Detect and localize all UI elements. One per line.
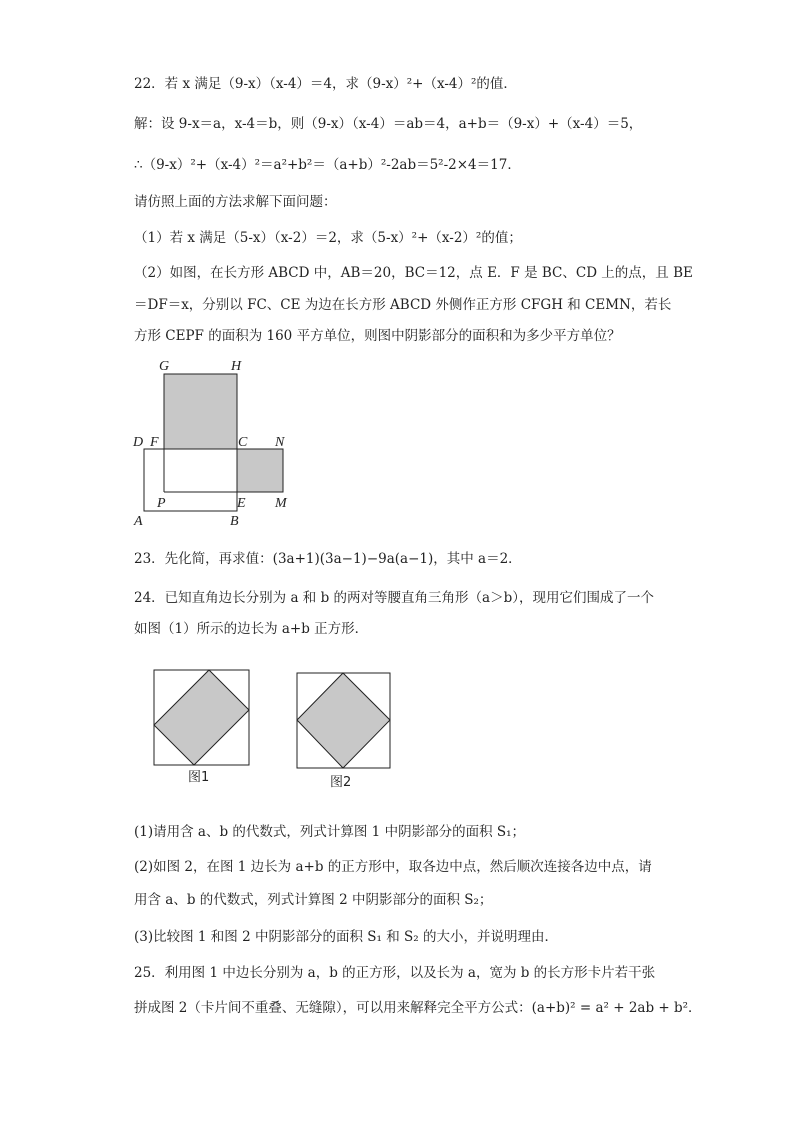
label-b: B	[230, 514, 239, 529]
square-cfgh	[164, 374, 237, 449]
label-c: C	[238, 435, 248, 450]
q22-part2-line1: （2）如图，在长方形 ABCD 中，AB＝20，BC＝12，点 E．F 是 BC、CD 上的点，且 BE	[134, 265, 693, 281]
label-h: H	[231, 359, 242, 374]
label-e: E	[237, 496, 246, 511]
q23-text: 23．先化简，再求值：(3a+1)(3a−1)−9a(a−1)，其中 a＝2．	[134, 551, 522, 567]
q22-part2-line2: ＝DF＝x，分别以 FC、CE 为边在长方形 ABCD 外侧作正方形 CFGH 和 CEMN，若长	[134, 297, 672, 313]
q24-part1: (1)请用含 a、b 的代数式，列式计算图 1 中阴影部分的面积 S₁；	[134, 824, 526, 840]
q24-part3: (3)比较图 1 和图 2 中阴影部分的面积 S₁ 和 S₂ 的大小，并说明理由．	[134, 929, 558, 945]
fig2-shaded-square	[297, 673, 390, 768]
fig1-caption: 图1	[188, 770, 210, 785]
fig2-caption: 图2	[330, 775, 352, 790]
label-n: N	[275, 435, 285, 450]
q22-part1: （1）若 x 满足（5-x）（x-2）＝2，求（5-x）²+（x-2）²的值；	[134, 230, 522, 246]
q22-rectangle-figure	[126, 355, 306, 530]
q25-line1: 25．利用图 1 中边长分别为 a，b 的正方形，以及长为 a，宽为 b 的长方形卡片若干张	[134, 965, 656, 981]
label-m: M	[275, 496, 287, 511]
q24-part2-line1: (2)如图 2，在图 1 边长为 a+b 的正方形中，取各边中点，然后顺次连接各边中点，请	[134, 859, 652, 875]
square-cemn	[237, 449, 283, 492]
label-p: P	[157, 496, 166, 511]
fig1-shaded-rectangle	[154, 670, 249, 765]
q25-line2: 拼成图 2（卡片间不重叠、无缝隙），可以用来解释完全平方公式：(a+b)² = a² + 2ab + b²．	[134, 1000, 702, 1016]
label-f: F	[150, 435, 159, 450]
q22-instruction: 请仿照上面的方法求解下面问题：	[134, 194, 337, 210]
q22-solution-line1: 解：设 9-x＝a，x-4＝b，则（9-x）（x-4）＝ab＝4，a+b＝（9-x）+（x-4）＝5，	[134, 116, 643, 132]
q24-line1: 24．已知直角边长分别为 a 和 b 的两对等腰直角三角形（a＞b），现用它们围成了一个	[134, 590, 654, 606]
q24-figure-2	[293, 669, 397, 793]
q24-figure-1	[150, 666, 254, 790]
label-a: A	[134, 514, 143, 529]
q24-part2-line2: 用含 a、b 的代数式，列式计算图 2 中阴影部分的面积 S₂；	[134, 892, 493, 908]
q22-solution-line2: ∴（9-x）²+（x-4）²＝a²+b²＝（a+b）²-2ab＝5²-2×4＝17．	[134, 157, 521, 173]
label-g: G	[159, 359, 170, 374]
q24-line2: 如图（1）所示的边长为 a+b 正方形．	[134, 621, 369, 637]
q22-stem: 22．若 x 满足（9-x）（x-4）＝4，求（9-x）²+（x-4）²的值．	[134, 76, 517, 92]
label-d: D	[133, 435, 144, 450]
q22-part2-line3: 方形 CEPF 的面积为 160 平方单位，则图中阴影部分的面积和为多少平方单位？	[134, 328, 621, 344]
